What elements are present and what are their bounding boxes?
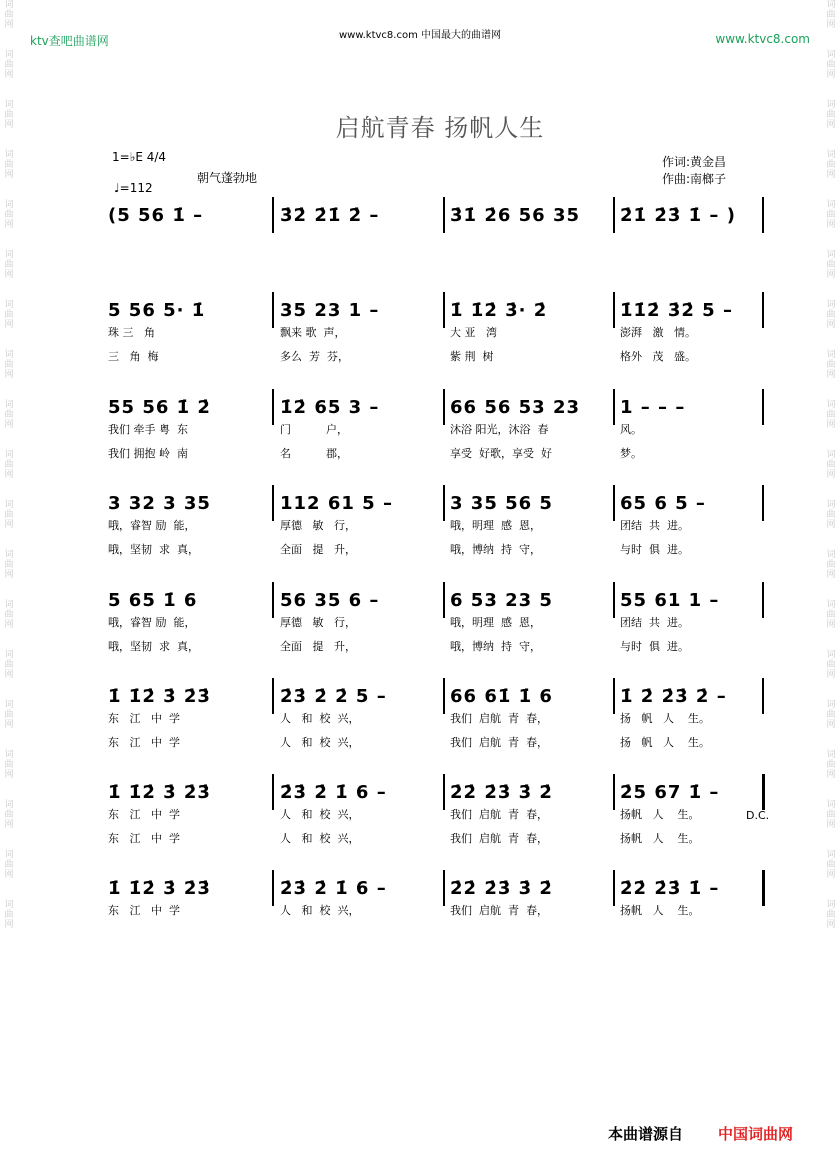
lyric-verse-2: 全面 提 升，	[280, 640, 356, 653]
expression-marking: 朝气蓬勃地	[197, 171, 258, 185]
lyric-verse-2: 梦。	[620, 447, 642, 460]
bar-line	[443, 582, 445, 618]
bar-line	[613, 678, 615, 714]
page-title: 启航青春 扬帆人生	[335, 114, 545, 142]
bar-line	[613, 870, 615, 906]
lyric-verse-2: 人 和 校 兴，	[280, 736, 360, 749]
measure: 112 61 5 –	[280, 493, 393, 514]
measure: 5 56 5· 1̇	[108, 300, 206, 321]
lyric-verse-1: 我们 启航 青 春，	[450, 808, 548, 821]
lyric-verse-2: 东 江 中 学	[108, 832, 180, 845]
lyric-verse-1: 团结 共 进。	[620, 616, 689, 629]
lyric-verse-1: 哦，睿智 励 能，	[108, 616, 196, 629]
lyricist: 作词:黄金昌	[662, 155, 727, 169]
bar-line	[272, 774, 274, 810]
lyric-verse-1: 门 户，	[280, 423, 348, 436]
lyric-verse-1: 扬 帆 人 生。	[620, 712, 710, 725]
footer-site-name[interactable]: 中国词曲网	[718, 1125, 794, 1143]
bar-line	[762, 582, 764, 618]
lyric-verse-2: 紫 荆 树	[450, 350, 494, 363]
bar-line	[762, 678, 764, 714]
lyric-verse-1: 飘来 歌 声，	[280, 326, 346, 339]
lyric-verse-2: 我们 启航 青 春，	[450, 832, 548, 845]
measure: 1̇ 1̇2̇ 3̇· 2̇	[450, 300, 548, 321]
lyric-verse-2: 人 和 校 兴，	[280, 832, 360, 845]
bar-line	[613, 292, 615, 328]
lyric-verse-1: 人 和 校 兴，	[280, 712, 360, 725]
lyric-verse-1: 我们 牵手 粤 东	[108, 423, 188, 436]
bar-line	[272, 197, 274, 233]
bar-line	[443, 774, 445, 810]
tempo-marking: ♩=112	[114, 181, 153, 195]
bar-line	[613, 582, 615, 618]
lyric-verse-2: 多么 芳 芬，	[280, 350, 349, 363]
composer: 作曲:南榔子	[662, 172, 727, 186]
measure: 2̇3̇ 2̇ 2̇ 5 –	[280, 686, 387, 707]
lyric-verse-2: 哦，博纳 持 守，	[450, 640, 541, 653]
site-name-left[interactable]: ktv查吧曲谱网	[30, 34, 109, 48]
measure: 1̇1̇2̇ 3̇2̇ 5 –	[620, 300, 733, 321]
lyric-verse-1: 我们 启航 青 春，	[450, 904, 548, 917]
da-capo-marking: D.C.	[746, 809, 770, 822]
lyric-verse-1: 扬帆 人 生。	[620, 808, 700, 821]
lyric-verse-1: 厚德 敏 行，	[280, 616, 356, 629]
lyric-verse-2: 哦，博纳 持 守，	[450, 543, 541, 556]
site-banner: www.ktvc8.com 中国最大的曲谱网	[338, 30, 501, 41]
bar-line	[762, 774, 765, 810]
bar-line	[762, 870, 765, 906]
bar-line	[443, 292, 445, 328]
lyric-verse-2: 名 郡，	[280, 447, 348, 460]
measure: 1̇2̇ 65 3 –	[280, 397, 380, 418]
lyric-verse-1: 风。	[620, 423, 642, 436]
measure: 3̇2̇ 2̇1̇ 2̇ –	[280, 205, 380, 226]
measure: 2̇3̇ 2̇ 1̇ 6 –	[280, 782, 387, 803]
measure: 1̇ 1̇2̇ 3̇ 2̇3̇	[108, 878, 211, 899]
bar-line	[272, 582, 274, 618]
lyric-verse-1: 东 江 中 学	[108, 712, 180, 725]
lyric-verse-1: 厚德 敏 行，	[280, 519, 356, 532]
lyric-verse-2: 与时 俱 进。	[620, 543, 689, 556]
lyric-verse-2: 享受 好歌，享受 好	[450, 447, 552, 460]
bar-line	[613, 485, 615, 521]
bar-line	[272, 870, 274, 906]
measure: 6 53 23 5	[450, 590, 553, 611]
lyric-verse-1: 团结 共 进。	[620, 519, 689, 532]
measure: 56 35 6 –	[280, 590, 380, 611]
bar-line	[613, 389, 615, 425]
measure: 1̇ 1̇2̇ 3̇ 2̇3̇	[108, 782, 211, 803]
bar-line	[272, 678, 274, 714]
lyric-verse-1: 人 和 校 兴，	[280, 808, 360, 821]
watermark-left: 词 曲 网 词 曲 网 词 曲 网 词 曲 网 词 曲 网 词 曲 网 词 曲 网 词 曲 网 词 曲 网 词 曲 网 词 曲 网 词 曲 网 词 曲 网 词 曲 网 词 曲 网 词 曲 网 词 曲 网 词 曲 网 词 曲 网	[4, 0, 14, 930]
bar-line	[272, 292, 274, 328]
measure: 1̇ 2̇ 2̇3̇ 2̇ –	[620, 686, 727, 707]
bar-line	[272, 485, 274, 521]
lyric-verse-2: 哦，坚韧 求 真，	[108, 640, 199, 653]
lyric-verse-2: 我们 启航 青 春，	[450, 736, 548, 749]
key-signature: 1=♭E 4/4	[112, 150, 167, 164]
lyric-verse-2: 三 角 梅	[108, 350, 159, 363]
footer-source-label: 本曲谱源自	[608, 1125, 684, 1143]
bar-line	[272, 389, 274, 425]
lyric-verse-1: 我们 启航 青 春，	[450, 712, 548, 725]
measure: (5 56 1̇ –	[108, 205, 204, 226]
measure: 2̇3̇ 2̇ 1̇ 6 –	[280, 878, 387, 899]
bar-line	[762, 485, 764, 521]
lyric-verse-2: 全面 提 升，	[280, 543, 356, 556]
bar-line	[443, 389, 445, 425]
bar-line	[443, 678, 445, 714]
measure: 65 6 5 –	[620, 493, 706, 514]
bar-line	[762, 197, 764, 233]
site-url-right[interactable]: www.ktvc8.com	[715, 32, 810, 46]
lyric-verse-2: 东 江 中 学	[108, 736, 180, 749]
lyric-verse-2: 格外 茂 盛。	[620, 350, 696, 363]
lyric-verse-1: 珠 三 角	[108, 326, 155, 339]
bar-line	[613, 197, 615, 233]
measure: 2̇2̇ 2̇3̇ 3̇ 2̇	[450, 782, 553, 803]
bar-line	[613, 774, 615, 810]
measure: 2̇1̇ 2̇3̇ 1̇ – )	[620, 205, 736, 226]
lyric-verse-2: 扬 帆 人 生。	[620, 736, 710, 749]
lyric-verse-2: 我们 拥抱 岭 南	[108, 447, 188, 460]
measure: 66 56 53 23	[450, 397, 580, 418]
measure: 35 23 1 –	[280, 300, 380, 321]
bar-line	[762, 292, 764, 328]
lyric-verse-1: 人 和 校 兴，	[280, 904, 360, 917]
lyric-verse-1: 大 亚 湾	[450, 326, 497, 339]
lyric-verse-1: 哦，明理 感 恩，	[450, 616, 541, 629]
measure: 2̇5 67 1̇ –	[620, 782, 720, 803]
measure: 1 – – –	[620, 397, 686, 418]
measure: 66 61̇ 1̇ 6	[450, 686, 553, 707]
lyric-verse-1: 东 江 中 学	[108, 904, 180, 917]
lyric-verse-1: 澎湃 激 情。	[620, 326, 696, 339]
lyric-verse-1: 哦，睿智 励 能，	[108, 519, 196, 532]
measure: 2̇2̇ 2̇3̇ 1̇ –	[620, 878, 720, 899]
measure: 3 32 3 35	[108, 493, 211, 514]
lyric-verse-1: 哦，明理 感 恩，	[450, 519, 541, 532]
measure: 5 65 1̇ 6	[108, 590, 198, 611]
lyric-verse-1: 沐浴 阳光，沐浴 春	[450, 423, 549, 436]
bar-line	[443, 870, 445, 906]
bar-line	[762, 389, 764, 425]
bar-line	[443, 197, 445, 233]
measure: 3 35 56 5	[450, 493, 553, 514]
lyric-verse-2: 与时 俱 进。	[620, 640, 689, 653]
lyric-verse-1: 东 江 中 学	[108, 808, 180, 821]
lyric-verse-1: 扬帆 人 生。	[620, 904, 700, 917]
watermark-right: 词 曲 网 词 曲 网 词 曲 网 词 曲 网 词 曲 网 词 曲 网 词 曲 网 词 曲 网 词 曲 网 词 曲 网 词 曲 网 词 曲 网 词 曲 网 词 曲 网 词 曲 网 词 曲 网 词 曲 网 词 曲 网 词 曲 网	[826, 0, 836, 930]
bar-line	[443, 485, 445, 521]
measure: 55 61 1 –	[620, 590, 720, 611]
lyric-verse-2: 扬帆 人 生。	[620, 832, 700, 845]
measure: 55 56 1̇ 2̇	[108, 397, 211, 418]
measure: 3̇1̇ 2̇6 56 35	[450, 205, 580, 226]
measure: 1̇ 1̇2̇ 3̇ 2̇3̇	[108, 686, 211, 707]
lyric-verse-2: 哦，坚韧 求 真，	[108, 543, 199, 556]
measure: 2̇2̇ 2̇3̇ 3̇ 2̇	[450, 878, 553, 899]
